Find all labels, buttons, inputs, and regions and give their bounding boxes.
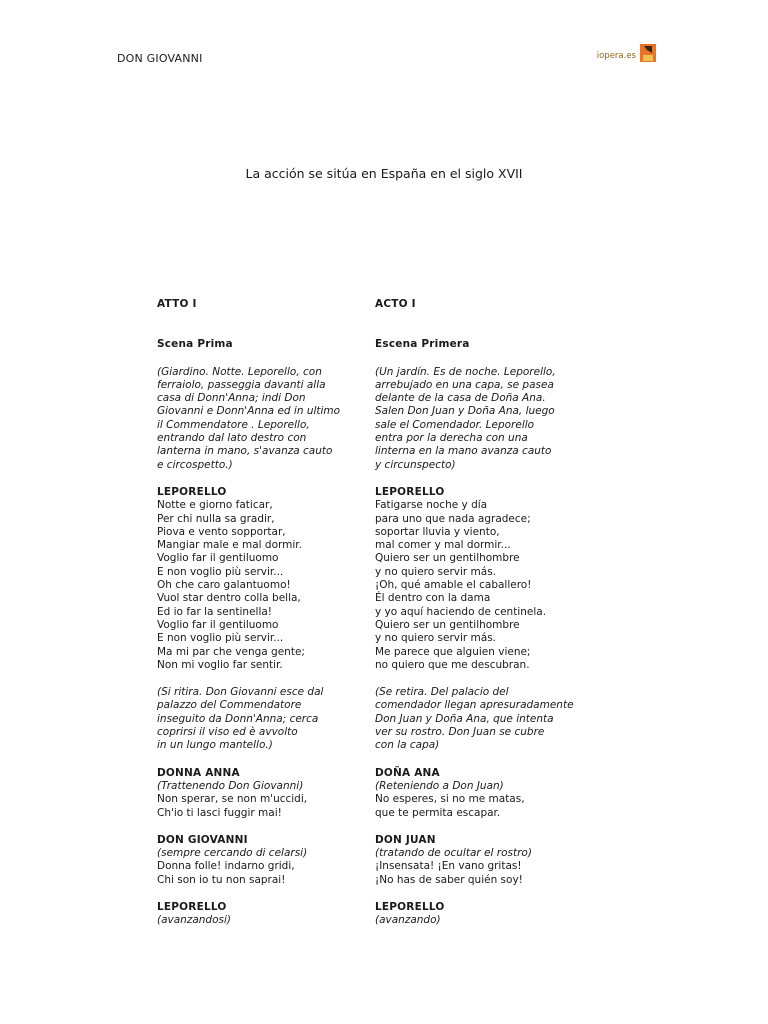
verse-line: Voglio far il gentiluomo <box>157 618 279 631</box>
verse-line: mal comer y mal dormir... <box>375 539 511 552</box>
verse-line: Vuol star dentro colla bella, <box>157 592 301 605</box>
verse-line: Voglio far il gentiluomo <box>157 552 279 565</box>
verse-line: Mangiar male e mal dormir. <box>157 539 302 552</box>
stage-direction-opening <box>375 366 610 472</box>
verse-line: E non voglio più servir... <box>157 565 284 578</box>
verse-line: Non sperar, se non m'uccidi, <box>157 793 308 806</box>
verse-line: soportar lluvia y viento, <box>375 525 500 538</box>
verse-line: para uno que nada agradece; <box>375 512 531 525</box>
verse-line: y no quiero servir más. <box>375 565 497 578</box>
speaker-direction: (tratando de ocultar el rostro) <box>375 847 532 860</box>
stage-line: lanterna in mano, s'avanza cauto <box>157 445 333 458</box>
stage-line: e circospetto.) <box>157 458 233 471</box>
scene-heading: Escena Primera <box>375 338 470 351</box>
verse-line: Donna folle! indarno gridi, <box>157 860 295 873</box>
speaker-direction: (avanzando) <box>375 914 441 927</box>
iopera-logo-icon <box>640 44 656 62</box>
stage-line: Salen Don Juan y Doña Ana, luego <box>375 405 555 418</box>
stage-line: delante de la casa de Doña Ana. <box>375 392 546 405</box>
act-heading: ATTO I <box>157 298 197 310</box>
scene-heading: Scena Prima <box>157 338 233 351</box>
verse-line: ¡No has de saber quién soy! <box>375 873 523 886</box>
verse-line: y yo aquí haciendo de centinela. <box>375 605 547 618</box>
speaker-name: LEPORELLO <box>157 900 227 913</box>
speaker-name: LEPORELLO <box>375 900 445 913</box>
stage-line: comendador llegan apresuradamente <box>375 699 574 712</box>
speaker-name: LEPORELLO <box>157 485 227 498</box>
verse-line: Fatigarse noche y día <box>375 499 488 512</box>
aria-lines <box>157 499 397 672</box>
verse-line: Quiero ser un gentilhombre <box>375 618 520 631</box>
verse-line: E non voglio più servir... <box>157 632 284 645</box>
document-header-title: DON GIOVANNI <box>117 52 203 65</box>
stage-line: (Un jardín. Es de noche. Leporello, <box>375 365 556 378</box>
speaker-name: DON GIOVANNI <box>157 833 248 846</box>
verse-line: Per chi nulla sa gradir, <box>157 512 275 525</box>
italian-libretto-column <box>157 298 397 928</box>
verse-line: ¡Insensata! ¡En vano gritas! <box>375 860 522 873</box>
verse-line: Ch'io ti lasci fuggir mai! <box>157 806 282 819</box>
speaker-direction: (sempre cercando di celarsi) <box>157 847 308 860</box>
logo-yellow-shape <box>643 55 653 61</box>
stage-line: coprirsi il viso ed è avvolto <box>157 726 298 739</box>
setting-subtitle: La acción se sitúa en España en el siglo XVII <box>245 166 523 181</box>
verse-line: Oh che caro galantuomo! <box>157 579 291 592</box>
verse-line: Ma mi par che venga gente; <box>157 645 305 658</box>
stage-line: ferraiolo, passeggia davanti alla <box>157 378 326 391</box>
stage-line: Don Juan y Doña Ana, que intenta <box>375 712 554 725</box>
verse-line: ¡Oh, qué amable el caballero! <box>375 579 532 592</box>
stage-line: (Giardino. Notte. Leporello, con <box>157 365 322 378</box>
brand[interactable] <box>597 44 656 62</box>
verse-line: No esperes, si no me matas, <box>375 793 525 806</box>
speaker-direction: (Reteniendo a Don Juan) <box>375 779 504 792</box>
verse-line: Piova e vento sopportar, <box>157 525 286 538</box>
speaker-name: DOÑA ANA <box>375 766 440 779</box>
stage-line: entra por la derecha con una <box>375 432 528 445</box>
stage-line: il Commendatore . Leporello, <box>157 418 310 431</box>
stage-line: inseguito da Donn'Anna; cerca <box>157 712 319 725</box>
stage-line: palazzo del Commendatore <box>157 699 302 712</box>
verse-line: Ed io far la sentinella! <box>157 605 273 618</box>
stage-line: sale el Comendador. Leporello <box>375 418 535 431</box>
verse-line: Notte e giorno faticar, <box>157 499 273 512</box>
brand-link[interactable]: iopera.es <box>596 51 636 61</box>
stage-line: ver su rostro. Don Juan se cubre <box>375 726 545 739</box>
spanish-libretto-column <box>375 298 610 928</box>
stage-line: (Si ritira. Don Giovanni esce dal <box>157 686 324 699</box>
stage-direction-opening <box>157 366 397 472</box>
stage-line: y circunspecto) <box>375 458 456 471</box>
stage-line: (Se retira. Del palacio del <box>375 686 509 699</box>
verse-line: Non mi voglio far sentir. <box>157 658 283 671</box>
verse-line: Me parece que alguien viene; <box>375 645 531 658</box>
act-heading: ACTO I <box>375 298 416 310</box>
verse-line: y no quiero servir más. <box>375 632 497 645</box>
verse-line: Él dentro con la dama <box>375 592 491 605</box>
verse-line: no quiero que me descubran. <box>375 658 530 671</box>
verse-line: Chi son io tu non saprai! <box>157 873 286 886</box>
stage-line: arrebujado en una capa, se pasea <box>375 378 554 391</box>
speaker-direction: (Trattenendo Don Giovanni) <box>157 779 304 792</box>
verse-line: que te permita escapar. <box>375 806 501 819</box>
verse-line: Quiero ser un gentilhombre <box>375 552 520 565</box>
aria-lines <box>375 499 610 672</box>
speaker-name: DONNA ANNA <box>157 766 240 779</box>
stage-line: in un lungo mantello.) <box>157 739 273 752</box>
stage-line: linterna en la mano avanza cauto <box>375 445 552 458</box>
stage-line: Giovanni e Donn'Anna ed in ultimo <box>157 405 341 418</box>
speaker-name: LEPORELLO <box>375 485 445 498</box>
stage-line: con la capa) <box>375 739 440 752</box>
stage-direction-retreat <box>157 686 397 752</box>
stage-line: casa di Donn'Anna; indi Don <box>157 392 306 405</box>
stage-direction-retreat <box>375 686 610 752</box>
stage-line: entrando dal lato destro con <box>157 432 307 445</box>
speaker-name: DON JUAN <box>375 833 436 846</box>
speaker-direction: (avanzandosi) <box>157 914 232 927</box>
